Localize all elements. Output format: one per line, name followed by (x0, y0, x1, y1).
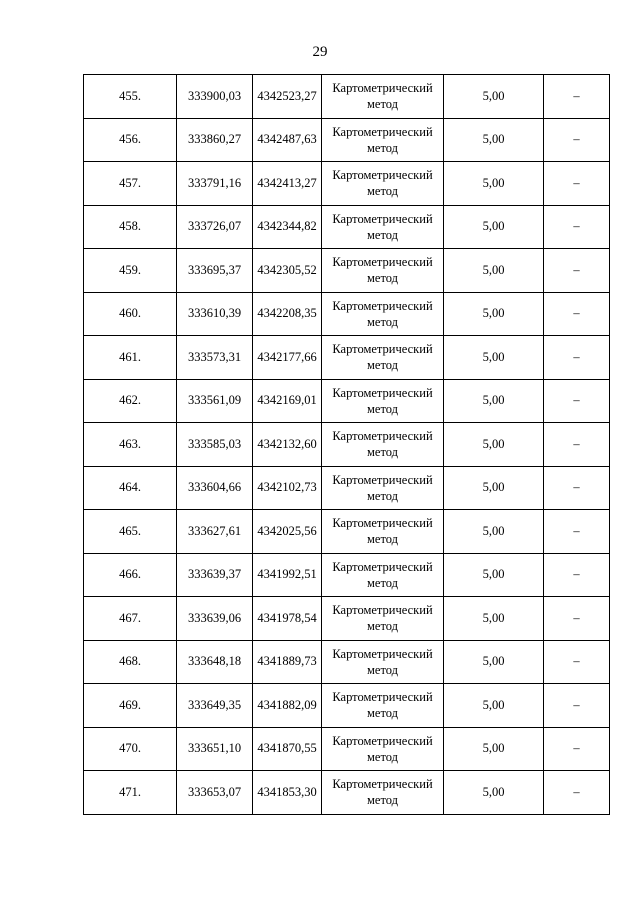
method-cell: Картометрический метод (322, 118, 444, 162)
x-coordinate-cell: 333860,27 (177, 118, 253, 162)
table-row (84, 553, 610, 597)
y-coordinate-cell: 4341870,55 (253, 727, 322, 771)
coordinates-table (83, 74, 610, 815)
method-cell: Картометрический метод (322, 640, 444, 684)
point-number-cell: 463. (84, 423, 177, 467)
y-coordinate-cell: 4342305,52 (253, 249, 322, 293)
accuracy-cell: 5,00 (444, 118, 544, 162)
y-coordinate-cell: 4342344,82 (253, 205, 322, 249)
accuracy-cell: 5,00 (444, 336, 544, 380)
accuracy-cell: 5,00 (444, 292, 544, 336)
y-coordinate-cell: 4341882,09 (253, 684, 322, 728)
note-cell: – (544, 162, 610, 206)
point-number-cell: 467. (84, 597, 177, 641)
table-row (84, 118, 610, 162)
x-coordinate-cell: 333639,06 (177, 597, 253, 641)
point-number-cell: 460. (84, 292, 177, 336)
y-coordinate-cell: 4342523,27 (253, 75, 322, 119)
point-number-cell: 469. (84, 684, 177, 728)
table-row (84, 336, 610, 380)
method-cell: Картометрический метод (322, 597, 444, 641)
y-coordinate-cell: 4341889,73 (253, 640, 322, 684)
x-coordinate-cell: 333648,18 (177, 640, 253, 684)
note-cell: – (544, 640, 610, 684)
note-cell: – (544, 249, 610, 293)
table-row (84, 379, 610, 423)
method-cell: Картометрический метод (322, 423, 444, 467)
method-cell: Картометрический метод (322, 771, 444, 815)
method-cell: Картометрический метод (322, 379, 444, 423)
x-coordinate-cell: 333610,39 (177, 292, 253, 336)
accuracy-cell: 5,00 (444, 162, 544, 206)
table-row (84, 292, 610, 336)
accuracy-cell: 5,00 (444, 597, 544, 641)
table-row (84, 727, 610, 771)
point-number-cell: 466. (84, 553, 177, 597)
method-cell: Картометрический метод (322, 205, 444, 249)
method-cell: Картометрический метод (322, 684, 444, 728)
x-coordinate-cell: 333561,09 (177, 379, 253, 423)
table-row (84, 423, 610, 467)
x-coordinate-cell: 333651,10 (177, 727, 253, 771)
x-coordinate-cell: 333726,07 (177, 205, 253, 249)
y-coordinate-cell: 4341992,51 (253, 553, 322, 597)
point-number-cell: 457. (84, 162, 177, 206)
table-row (84, 597, 610, 641)
y-coordinate-cell: 4342413,27 (253, 162, 322, 206)
method-cell: Картометрический метод (322, 249, 444, 293)
x-coordinate-cell: 333791,16 (177, 162, 253, 206)
method-cell: Картометрический метод (322, 292, 444, 336)
y-coordinate-cell: 4342208,35 (253, 292, 322, 336)
accuracy-cell: 5,00 (444, 466, 544, 510)
method-cell: Картометрический метод (322, 553, 444, 597)
note-cell: – (544, 553, 610, 597)
note-cell: – (544, 684, 610, 728)
accuracy-cell: 5,00 (444, 727, 544, 771)
point-number-cell: 464. (84, 466, 177, 510)
x-coordinate-cell: 333900,03 (177, 75, 253, 119)
table-row (84, 162, 610, 206)
table-row (84, 249, 610, 293)
point-number-cell: 462. (84, 379, 177, 423)
note-cell: – (544, 336, 610, 380)
table-row (84, 684, 610, 728)
note-cell: – (544, 466, 610, 510)
table-row (84, 640, 610, 684)
x-coordinate-cell: 333649,35 (177, 684, 253, 728)
page-number: 29 (312, 44, 328, 60)
note-cell: – (544, 423, 610, 467)
accuracy-cell: 5,00 (444, 205, 544, 249)
note-cell: – (544, 727, 610, 771)
y-coordinate-cell: 4342025,56 (253, 510, 322, 554)
y-coordinate-cell: 4342102,73 (253, 466, 322, 510)
accuracy-cell: 5,00 (444, 771, 544, 815)
y-coordinate-cell: 4341853,30 (253, 771, 322, 815)
method-cell: Картометрический метод (322, 510, 444, 554)
x-coordinate-cell: 333604,66 (177, 466, 253, 510)
x-coordinate-cell: 333627,61 (177, 510, 253, 554)
accuracy-cell: 5,00 (444, 423, 544, 467)
point-number-cell: 458. (84, 205, 177, 249)
point-number-cell: 468. (84, 640, 177, 684)
point-number-cell: 459. (84, 249, 177, 293)
y-coordinate-cell: 4342487,63 (253, 118, 322, 162)
point-number-cell: 455. (84, 75, 177, 119)
accuracy-cell: 5,00 (444, 684, 544, 728)
accuracy-cell: 5,00 (444, 640, 544, 684)
accuracy-cell: 5,00 (444, 249, 544, 293)
note-cell: – (544, 379, 610, 423)
accuracy-cell: 5,00 (444, 75, 544, 119)
accuracy-cell: 5,00 (444, 379, 544, 423)
x-coordinate-cell: 333639,37 (177, 553, 253, 597)
note-cell: – (544, 510, 610, 554)
x-coordinate-cell: 333585,03 (177, 423, 253, 467)
method-cell: Картометрический метод (322, 75, 444, 119)
x-coordinate-cell: 333695,37 (177, 249, 253, 293)
note-cell: – (544, 75, 610, 119)
y-coordinate-cell: 4342132,60 (253, 423, 322, 467)
accuracy-cell: 5,00 (444, 510, 544, 554)
method-cell: Картометрический метод (322, 466, 444, 510)
y-coordinate-cell: 4341978,54 (253, 597, 322, 641)
method-cell: Картометрический метод (322, 727, 444, 771)
accuracy-cell: 5,00 (444, 553, 544, 597)
y-coordinate-cell: 4342177,66 (253, 336, 322, 380)
point-number-cell: 471. (84, 771, 177, 815)
table-row (84, 75, 610, 119)
y-coordinate-cell: 4342169,01 (253, 379, 322, 423)
point-number-cell: 470. (84, 727, 177, 771)
table-row (84, 205, 610, 249)
note-cell: – (544, 597, 610, 641)
point-number-cell: 461. (84, 336, 177, 380)
note-cell: – (544, 771, 610, 815)
note-cell: – (544, 292, 610, 336)
table-row (84, 771, 610, 815)
note-cell: – (544, 118, 610, 162)
method-cell: Картометрический метод (322, 336, 444, 380)
note-cell: – (544, 205, 610, 249)
point-number-cell: 465. (84, 510, 177, 554)
table-row (84, 466, 610, 510)
method-cell: Картометрический метод (322, 162, 444, 206)
x-coordinate-cell: 333653,07 (177, 771, 253, 815)
coordinates-table-body (84, 75, 610, 815)
point-number-cell: 456. (84, 118, 177, 162)
x-coordinate-cell: 333573,31 (177, 336, 253, 380)
table-row (84, 510, 610, 554)
